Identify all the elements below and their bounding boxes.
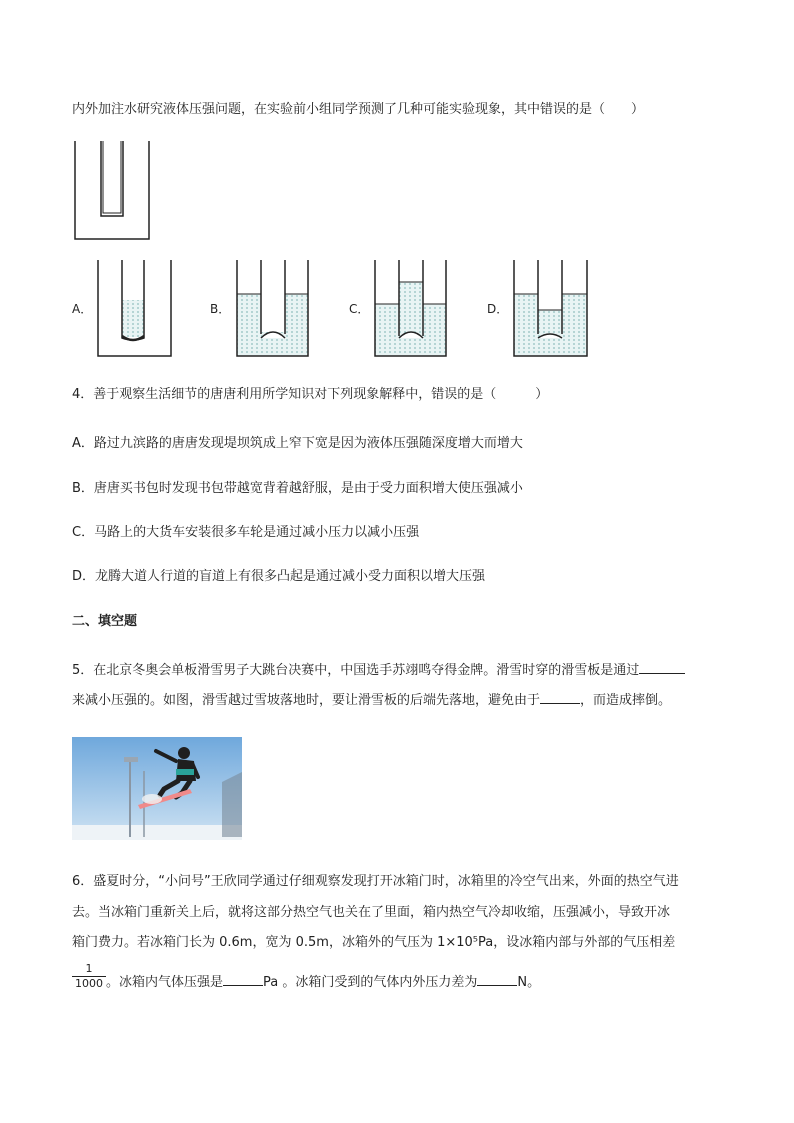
- q5-text2: 来减小压强的。如图，滑雪越过雪坡落地时，要让滑雪板的后端先落地，避免由于: [72, 693, 541, 708]
- q3-setup-diagram: [72, 141, 154, 243]
- snowboarder-photo: [72, 737, 242, 840]
- q4-stem: 4．善于观察生活细节的唐唐利用所学知识对下列现象解释中，错误的是（ ）: [72, 387, 549, 402]
- q3-option-b-label: B．: [210, 302, 231, 316]
- q3-option-d-diagram[interactable]: [512, 258, 590, 358]
- section-title-fill-in: 二、填空题: [72, 614, 138, 629]
- q5-text3: ，而造成摔倒。: [580, 693, 672, 708]
- q4-option-c[interactable]: C．马路上的大货车安装很多车轮是通过减小压力以减小压强: [72, 525, 420, 540]
- q4-option-b[interactable]: B．唐唐买书包时发现书包带越宽背着越舒服，是由于受力面积增大使压强减小: [72, 481, 523, 496]
- q3-option-c-diagram[interactable]: [373, 258, 449, 358]
- q4-option-a[interactable]: A．路过九滨路的唐唐发现堤坝筑成上窄下宽是因为液体压强随深度增大而增大: [72, 436, 523, 451]
- q5-text1: 5．在北京冬奥会单板滑雪男子大跳台决赛中，中国选手苏翊鸣夺得金牌。滑雪时穿的滑雪板是通过: [72, 663, 640, 678]
- q3-option-c-label: C．: [349, 302, 370, 316]
- q3-option-d-label: D．: [487, 302, 509, 316]
- q6-text4a: 。冰箱内气体压强是: [106, 975, 224, 990]
- fraction-denominator: 1000: [72, 976, 106, 991]
- q6-line4: [106, 972, 540, 992]
- fraction-numerator: 1: [85, 962, 93, 975]
- q6-line1: 6．盛夏时分，“小问号”王欣同学通过仔细观察发现打开冰箱门时，冰箱里的冷空气出来，外面的热空气进: [72, 874, 679, 889]
- q3-option-b-diagram[interactable]: [235, 258, 311, 358]
- q4-option-d[interactable]: D．龙腾大道人行道的盲道上有很多凸起是通过减小受力面积以增大压强: [72, 569, 486, 584]
- q6-line3: 箱门费力。若冰箱门长为 0.6m，宽为 0.5m，冰箱外的气压为 1×10⁵Pa，设冰箱内部与外部的气压相差: [72, 935, 676, 950]
- q6-line2: 去。当冰箱门重新关上后，就将这部分热空气也关在了里面，箱内热空气冷却收缩，压强减小，导致开冰: [72, 905, 671, 920]
- q3-option-a-diagram[interactable]: [96, 258, 174, 358]
- q6-text4b: Pa 。冰箱门受到的气体内外压力差为: [263, 975, 478, 990]
- fraction-one-thousandth: [72, 962, 106, 991]
- q3-stem: 内外加注水研究液体压强问题，在实验前小组同学预测了几种可能实验现象，其中错误的是（ ）: [72, 102, 645, 117]
- q3-option-a-label: A．: [72, 302, 93, 316]
- q5-line1: [72, 660, 685, 680]
- q5-blank-1[interactable]: [639, 660, 685, 674]
- q6-blank-force[interactable]: [477, 972, 517, 986]
- q5-line2: [72, 690, 671, 710]
- q6-blank-pressure[interactable]: [223, 972, 263, 986]
- q6-text4c: N。: [517, 975, 541, 990]
- q5-blank-2[interactable]: [540, 690, 580, 704]
